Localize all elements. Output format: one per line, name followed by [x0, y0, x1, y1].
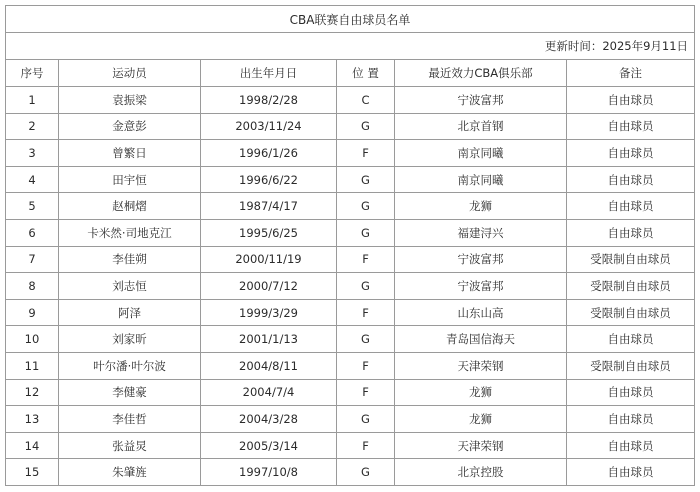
table-row [6, 140, 695, 167]
birthdate-cell: 1998/2/28 [201, 87, 337, 114]
table-row [6, 406, 695, 433]
player-cell: 袁振梁 [59, 87, 201, 114]
table-row [6, 326, 695, 353]
number-cell: 8 [6, 273, 59, 300]
header-row [6, 60, 695, 87]
position-cell: F [337, 299, 395, 326]
birthdate-cell: 1997/10/8 [201, 459, 337, 486]
number-cell: 15 [6, 459, 59, 486]
table-row [6, 432, 695, 459]
position-cell: G [337, 459, 395, 486]
table-title: CBA联赛自由球员名单 [6, 6, 695, 33]
birthdate-cell: 2001/1/13 [201, 326, 337, 353]
column-header-number: 序号 [6, 60, 59, 87]
player-cell: 阿泽 [59, 299, 201, 326]
birthdate-cell: 1987/4/17 [201, 193, 337, 220]
number-cell: 2 [6, 113, 59, 140]
position-cell: F [337, 246, 395, 273]
position-cell: C [337, 87, 395, 114]
note-cell: 受限制自由球员 [567, 299, 695, 326]
note-cell: 自由球员 [567, 140, 695, 167]
player-cell: 刘家昕 [59, 326, 201, 353]
number-cell: 7 [6, 246, 59, 273]
number-cell: 3 [6, 140, 59, 167]
club-cell: 宁波富邦 [395, 273, 567, 300]
position-cell: G [337, 193, 395, 220]
birthdate-cell: 1995/6/25 [201, 219, 337, 246]
player-cell: 朱肇旌 [59, 459, 201, 486]
club-cell: 天津荣钢 [395, 432, 567, 459]
note-cell: 自由球员 [567, 459, 695, 486]
number-cell: 6 [6, 219, 59, 246]
player-cell: 张益炅 [59, 432, 201, 459]
note-cell: 自由球员 [567, 379, 695, 406]
position-cell: G [337, 273, 395, 300]
club-cell: 山东山高 [395, 299, 567, 326]
number-cell: 9 [6, 299, 59, 326]
player-cell: 金意彭 [59, 113, 201, 140]
note-cell: 自由球员 [567, 166, 695, 193]
club-cell: 福建浔兴 [395, 219, 567, 246]
table-row [6, 352, 695, 379]
birthdate-cell: 1996/1/26 [201, 140, 337, 167]
position-cell: F [337, 140, 395, 167]
birthdate-cell: 2004/8/11 [201, 352, 337, 379]
club-cell: 青岛国信海天 [395, 326, 567, 353]
table-row [6, 193, 695, 220]
birthdate-cell: 2000/7/12 [201, 273, 337, 300]
column-header-player: 运动员 [59, 60, 201, 87]
player-cell: 赵桐熠 [59, 193, 201, 220]
position-cell: G [337, 326, 395, 353]
club-cell: 宁波富邦 [395, 87, 567, 114]
club-cell: 北京控股 [395, 459, 567, 486]
free-agent-table [5, 5, 695, 486]
player-cell: 田宇恒 [59, 166, 201, 193]
update-row [6, 33, 695, 60]
number-cell: 14 [6, 432, 59, 459]
player-cell: 刘志恒 [59, 273, 201, 300]
birthdate-cell: 2004/7/4 [201, 379, 337, 406]
note-cell: 受限制自由球员 [567, 352, 695, 379]
title-row [6, 6, 695, 33]
birthdate-cell: 2005/3/14 [201, 432, 337, 459]
club-cell: 北京首钢 [395, 113, 567, 140]
column-header-club: 最近效力CBA俱乐部 [395, 60, 567, 87]
table-row [6, 87, 695, 114]
table-row [6, 219, 695, 246]
position-cell: F [337, 379, 395, 406]
player-cell: 曾繁日 [59, 140, 201, 167]
column-header-note: 备注 [567, 60, 695, 87]
column-header-birthdate: 出生年月日 [201, 60, 337, 87]
number-cell: 12 [6, 379, 59, 406]
position-cell: F [337, 432, 395, 459]
player-cell: 叶尔潘·叶尔波 [59, 352, 201, 379]
player-cell: 李佳哲 [59, 406, 201, 433]
note-cell: 受限制自由球员 [567, 246, 695, 273]
table-row [6, 113, 695, 140]
position-cell: G [337, 219, 395, 246]
club-cell: 南京同曦 [395, 140, 567, 167]
club-cell: 龙狮 [395, 193, 567, 220]
player-cell: 李佳朔 [59, 246, 201, 273]
table-row [6, 379, 695, 406]
number-cell: 1 [6, 87, 59, 114]
birthdate-cell: 1999/3/29 [201, 299, 337, 326]
note-cell: 自由球员 [567, 87, 695, 114]
table-row [6, 246, 695, 273]
number-cell: 4 [6, 166, 59, 193]
birthdate-cell: 2003/11/24 [201, 113, 337, 140]
column-header-position: 位 置 [337, 60, 395, 87]
club-cell: 宁波富邦 [395, 246, 567, 273]
table-row [6, 273, 695, 300]
number-cell: 5 [6, 193, 59, 220]
club-cell: 天津荣钢 [395, 352, 567, 379]
position-cell: G [337, 166, 395, 193]
table-row [6, 299, 695, 326]
table-row [6, 459, 695, 486]
number-cell: 10 [6, 326, 59, 353]
player-cell: 李健豪 [59, 379, 201, 406]
club-cell: 龙狮 [395, 379, 567, 406]
note-cell: 自由球员 [567, 193, 695, 220]
club-cell: 南京同曦 [395, 166, 567, 193]
note-cell: 受限制自由球员 [567, 273, 695, 300]
number-cell: 13 [6, 406, 59, 433]
birthdate-cell: 2004/3/28 [201, 406, 337, 433]
birthdate-cell: 2000/11/19 [201, 246, 337, 273]
position-cell: F [337, 352, 395, 379]
update-date: 更新时间：2025年9月11日 [6, 33, 695, 60]
player-cell: 卡米然·司地克江 [59, 219, 201, 246]
note-cell: 自由球员 [567, 432, 695, 459]
note-cell: 自由球员 [567, 219, 695, 246]
table-row [6, 166, 695, 193]
birthdate-cell: 1996/6/22 [201, 166, 337, 193]
note-cell: 自由球员 [567, 406, 695, 433]
note-cell: 自由球员 [567, 326, 695, 353]
number-cell: 11 [6, 352, 59, 379]
position-cell: G [337, 406, 395, 433]
position-cell: G [337, 113, 395, 140]
club-cell: 龙狮 [395, 406, 567, 433]
note-cell: 自由球员 [567, 113, 695, 140]
